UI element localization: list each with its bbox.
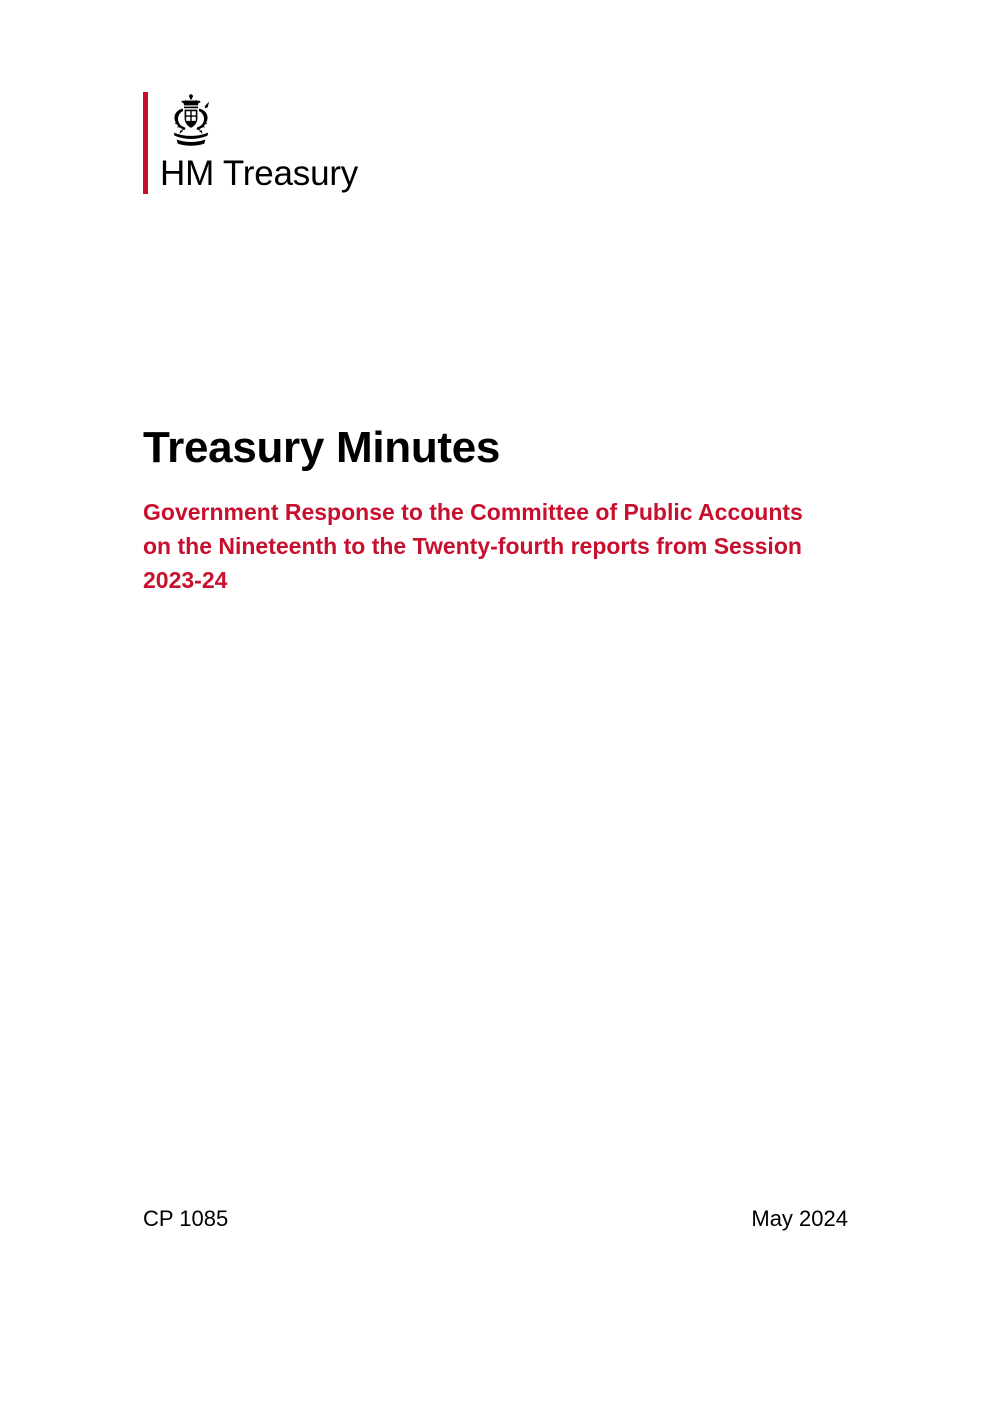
page-title: Treasury Minutes xyxy=(143,423,501,473)
hm-treasury-masthead xyxy=(143,92,358,194)
publication-date: May 2024 xyxy=(751,1206,848,1231)
page-subtitle: Government Response to the Committee of Public Accounts on the Nineteenth to the Twenty-fourth reports from Session 2023-24 xyxy=(143,499,803,594)
document-reference: CP 1085 xyxy=(143,1206,229,1231)
royal-coat-of-arms-icon xyxy=(160,92,222,150)
masthead-accent-rule xyxy=(143,92,148,194)
cover-footer xyxy=(143,1205,848,1233)
organisation-name: HM Treasury xyxy=(160,154,359,193)
masthead-content xyxy=(160,92,358,194)
